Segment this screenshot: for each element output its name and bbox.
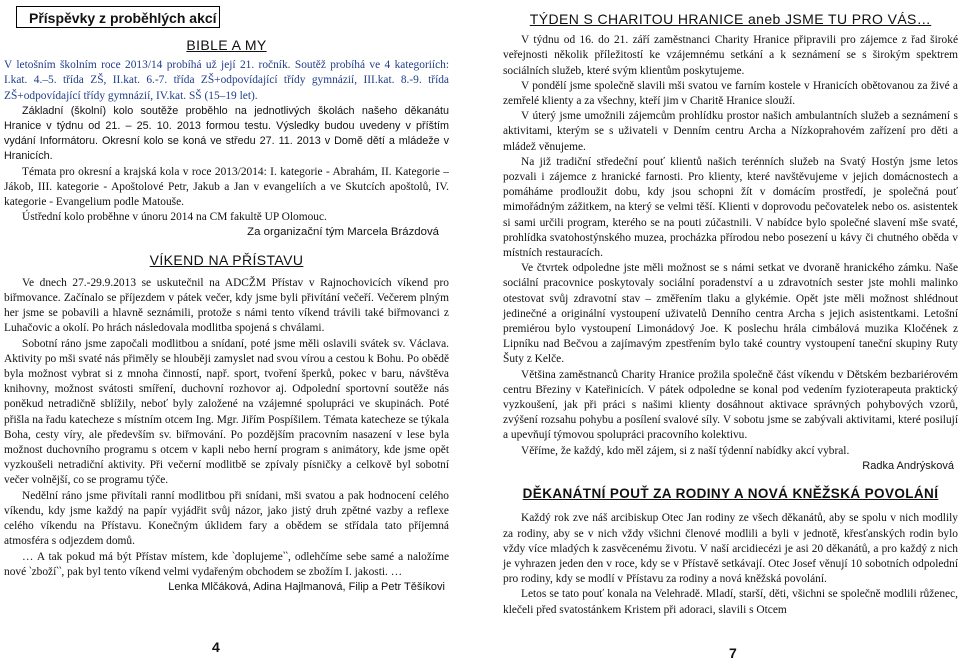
vikend-paragraph-1: Ve dnech 27.-29.9.2013 se uskutečnil na ADCŽM Přístav v Rajnochovicích víkend pro biřmovance. Začínalo se příjezdem v pátek večer, kdy jsme byli přivítání večeří. Večerem plným her jsme se pobavili a hlavně seznámili, protože s námi tento víkend trávili také biřmovanci z Luhačovic a okolí. Po hrách následovala modlitba spojená s chválami. (4, 276, 449, 335)
pout-paragraph-1: Každý rok zve náš arcibiskup Otec Jan rodiny ze všech děkanátů, aby se spolu v nich modlily za rodiny, aby se v nich vždy všichni členové modlili a byli v jednotě, křesťanských rodin bylo vždy více mladých k zasvěcenému životu. V naší arcidiecézi je asi 20 děkanátů, a pro každý z nich je vyhrazen jeden den v roce, kdy se v Přístavě setkávají. Otec Josef věnují 10 sobotních odpolední pro rodiny, kdy se modlí v Přístavu za rodiny a nová kněžská povolání. (503, 512, 958, 586)
bible-signature: Za organizační tým Marcela Brázdová (247, 226, 439, 239)
vikend-paragraph-4: … A tak pokud má být Přístav místem, kde ‵doplujeme‵‵, odlehčíme sebe samé a naložíme nové ‵zboží‵‵, pak byl tento víkend velmi vydařeným obchodem se zbožím I. jakosti. … (4, 550, 449, 578)
bible-paragraph-4: Ústřední kolo proběhne v únoru 2014 na CM fakultě UP Olomouc. (22, 211, 327, 224)
tyden-heading: TÝDEN S CHARITOU HRANICE aneb JSME TU PRO VÁS… (529, 11, 932, 27)
tyden-signature: Radka Andrýsková (862, 459, 954, 472)
vikend-paragraph-2: Sobotní ráno jsme započali modlitbou a snídaní, poté jsme měli oslavili svátek sv. Václava. Aktivity po mši svaté nás přiměly se hlouběji zamyslet nad svou vírou a cestou k Bohu. Po obědě byla možnost vybrat si z mnoha činností, např. sport, tvoření šperků, pokec v baru, návštěva knihovny, možnost svátosti smíření, duchovní rozhovor aj. Odpolední sportovní soutěže nás poněkud netradičně sblížily, neboť byly založené na vzájemné spolupráci ve skupinách. Poté přišla na řadu katecheze s místním otcem Ing. Mgr. Jiřím Pospíšilem. Témata katecheze se týkala Boha, cesty víry, ale především sv. biřmování. Po pozdějším pracovním nasazení v lese byla možnost duchovního programu s otcem v kapli nebo herní program s animátory, kde jsme opět vyzkoušeli netradiční aktivity. Při večerní modlitbě se zpívaly písničky a celkově byl sobotní večer volnější, co se programu týče. (4, 337, 449, 487)
vikend-heading: VÍKEND NA PŘÍSTAVU (149, 251, 304, 268)
page-number-left: 4 (212, 639, 220, 655)
tyden-paragraph-4: Na již tradiční středeční pouť klientů našich terénních služeb na Svatý Hostýn jsme letos pozvali i zájemce z hranické farnosti. Pro klienty, které navštěvujeme v jejich domácnostech a pomáháme prodloužit dobu, kdy jsou schopni žít v domácím prostředí, je společná pouť mimořádným zážitkem, na který se velmi těší. Klienti v doprovodu pečovatelek nebo os. asistentek si sami určili program, kterého se na pouti zúčastnili. V nabídce bylo společné slavení mše svaté, prohlídka svatohostýnského muzea, procházka přírodou nebo posezení u kávy či chutného oběda v místních restauracích. (503, 155, 958, 260)
tyden-paragraph-3: V úterý jsme umožnili zájemcům prohlídku prostor našich ambulantních služeb a seznámení s aktivitami, kterým se s uživateli v Denním centru Archa a Nízkoprahovém zařízení pro děti a mládež věnujeme. (503, 110, 958, 153)
pout-paragraph-2: Letos se tato pouť konala na Velehradě. Mladí, starší, děti, všichni se společně modlili růženec, klečeli před svatostánkem Kristem při adoraci, slavili s Otcem (503, 588, 958, 616)
section-title-box: Příspěvky z proběhlých akcí (16, 6, 220, 28)
tyden-paragraph-2: V pondělí jsme společně slavili mši svatou ve farním kostele v Hranicích obětovanou za živé a zemřelé klienty a za všechny, kteří jim v Charitě Hranice slouží. (503, 79, 958, 108)
bible-heading: BIBLE A MY (186, 37, 267, 53)
tyden-paragraph-6: Většina zaměstnanců Charity Hranice prožila společně část víkendu v Dětském bezbariérovém centru Březiny v Kateřinicích. V pátek odpoledne se konal pod vedením fyzioterapeuta praktický vyzkoušení, jak při práci s našimi klienty dosáhnout aktivace správných pohybových vzorů, zvýšení rozsahu pohybu a posílení svalové síly. V sobotu jsme se zabývali aktivitami, které posilují a upevňují týmovou spolupráci pracovního kolektivu. (503, 368, 958, 442)
bible-paragraph-2: Základní (školní) kolo soutěže proběhlo na jednotlivých školách našeho děkanátu Hranice v týdnu od 21. – 25. 10. 2013 formou testu. Výsledky budou uvedeny v příštím vydání Informátoru. Okresní kolo se koná ve středu 27. 11. 2013 v Domě dětí a mládeže v Hranicích. (4, 104, 449, 163)
tyden-paragraph-1: V týdnu od 16. do 21. září zaměstnanci Charity Hranice připravili pro zájemce z řad široké veřejnosti několik příležitostí ke vzájemnému setkání a k seznámení se s širokým spektrem sociálních služeb, které svým klientům poskytujeme. (503, 34, 958, 77)
vikend-paragraph-3: Nedělní ráno jsme přivítali ranní modlitbou při snídani, mši svatou a pak hodnocení celého víkendu, kdy jsme každý na papír vyjádřit svůj názor, jako jistý druh zpětné vazby a reflexe celého víkendu na Přístavu. Konečným úklidem fary a obědem se střídala tato příjemná atmosféra s odjezdem domů. (4, 489, 449, 548)
tyden-paragraph-7: Věříme, že každý, kdo měl zájem, si z naší týdenní nabídky akcí vybral. (521, 444, 850, 457)
bible-paragraph-1: V letošním školním roce 2013/14 probíhá už její 21. ročník. Soutěž probíhá ve 4 kategoriích: I.kat. 4.–5. třída ZŠ, II.kat. 6.-7. třída ZŠ+odpovídající třídy gymnázií, III.kat. 8.-9. třída ZŠ+odpovídající třídy gymnázií, IV.kat. SŠ (15–19 let). (4, 59, 449, 102)
bible-paragraph-3: Témata pro okresní a krajská kola v roce 2013/2014: I. kategorie - Abrahám, II. Kategorie – Jákob, III. kategorie - Apoštolové Petr, Jakub a Jan v evangeliích a ve Skutcích apoštolů, IV. kategorie - Evangelium podle Matouše. (4, 165, 449, 209)
pout-heading: DĚKANÁTNÍ POUŤ ZA RODINY A NOVÁ KNĚŽSKÁ POVOLÁNÍ (522, 486, 939, 502)
vikend-signature: Lenka Mlčáková, Adina Hajlmanová, Filip a Petr Těšíkovi (168, 580, 445, 593)
page-number-right: 7 (729, 645, 737, 661)
tyden-paragraph-5: Ve čtvrtek odpoledne jste měli možnost se s námi setkat ve dvoraně hranického zámku. Naše sociální pracovnice poskytovaly sociální poradenství a u zdravotních sester jste mohli malinko otestovat svůj zdravotní stav – změřením tlaku a glykémie. Opět jste měli možnost shlédnout jedinečné a originální vystoupení uživatelů Denního centra Archa s jejich asistentkami. Letošní premiérou bylo vystoupení Limonádový Joe. K poslechu hrála cimbálová muzika Kločének z Lipníku nad Bečvou a zajímavým zpestřením bylo také country vystoupení taneční skupiny Ruty Šuty z Kelče. (503, 262, 958, 366)
